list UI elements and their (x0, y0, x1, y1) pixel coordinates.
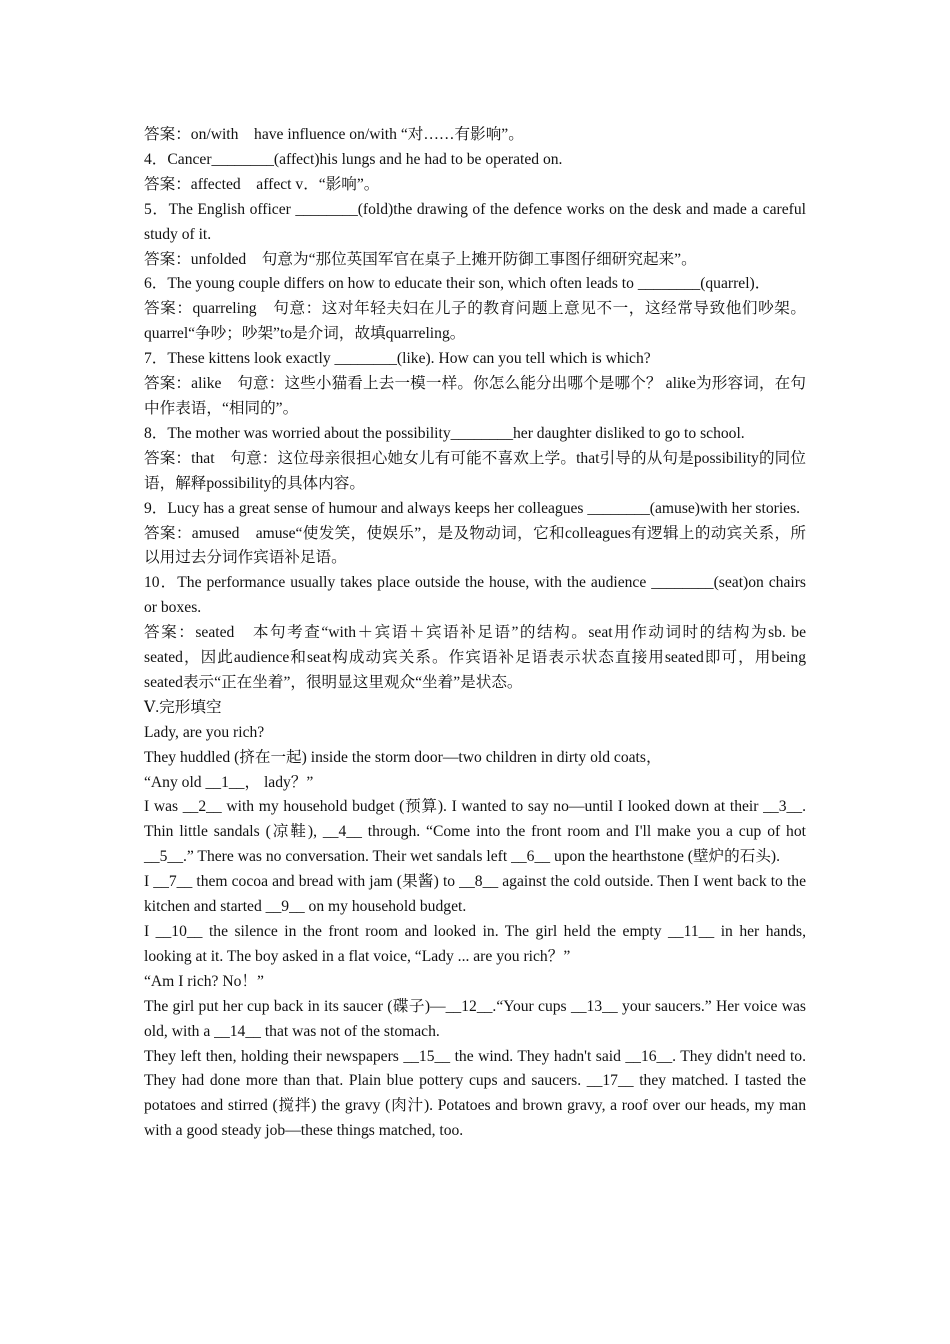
cloze-paragraph: They huddled (挤在一起) inside the storm door—two children in dirty old coats， (144, 748, 662, 766)
cloze-paragraph: I __7__ them cocoa and bread with jam (果酱) to __8__ against the cold outside. Then I went back to the kitchen and started __9__ on my household budget. (144, 873, 806, 916)
question-9: 9．Lucy has a great sense of humour and always keeps her colleagues ________(amuse)with her stories. (144, 499, 801, 517)
cloze-paragraph: I __10__ the silence in the front room and looked in. The girl held the empty __11__ in her hands, looking at it. The boy asked in a flat voice, “Lady ... are you rich？” (144, 923, 806, 965)
answer-5: 答案：unfolded 句意为“那位英国军官在桌子上摊开防御工事图仔细研究起来”。 (144, 250, 697, 268)
section-heading-cloze: Ⅴ.完形填空 (144, 698, 222, 716)
cloze-paragraph: I was __2__ with my household budget (预算). I wanted to say no—until I looked down at their __3__. Thin little sandals (凉鞋), __4__ through. “Come into the front room and I'll make you a cup of hot __5__.” There was no conversation. Their wet sandals left __6__ upon the hearthstone (壁炉的石头). (144, 798, 806, 866)
cloze-paragraph: “Am I rich? No！” (144, 972, 264, 990)
cloze-paragraph: “Any old __1__， lady？” (144, 773, 314, 791)
question-7: 7．These kittens look exactly ________(like). How can you tell which is which? (144, 350, 651, 368)
document-page (144, 123, 806, 1144)
answer-6: 答案：quarreling 句意：这对年轻夫妇在儿子的教育问题上意见不一，这经常导致他们吵架。quarrel“争吵；吵架”to是介词，故填quarreling。 (144, 300, 806, 343)
answer-9: 答案：amused amuse“使发笑，使娱乐”，是及物动词，它和colleagues有逻辑上的动宾关系，所以用过去分词作宾语补足语。 (144, 524, 806, 567)
question-6: 6．The young couple differs on how to educate their son, which often leads to ________(quarrel)． (144, 275, 771, 293)
answer-4: 答案：affected affect v．“影响”。 (144, 175, 380, 193)
answer-10: 答案：seated 本句考查“with＋宾语＋宾语补足语”的结构。seat用作动词时的结构为sb. be seated，因此audience和seat构成动宾关系。作宾语补足语表示状态直接用seated即可，用being seated表示“正在坐着”，很明显这里观众“坐着”是状态。 (144, 624, 806, 691)
answer-7: 答案：alike 句意：这些小猫看上去一模一样。你怎么能分出哪个是哪个？ alike为形容词，在句中作表语，“相同的”。 (144, 375, 806, 417)
cloze-paragraph: The girl put her cup back in its saucer (碟子)—__12__.“Your cups __13__ your saucers.” Her voice was old, with a __14__ that was not of the stomach. (144, 997, 806, 1040)
cloze-title: Lady, are you rich? (144, 723, 265, 741)
question-10: 10．The performance usually takes place outside the house, with the audience ________(seat)on chairs or boxes. (144, 574, 806, 617)
question-4: 4．Cancer________(affect)his lungs and he had to be operated on. (144, 150, 563, 168)
question-8: 8．The mother was worried about the possibility________her daughter disliked to go to school. (144, 424, 745, 442)
cloze-paragraph: They left then, holding their newspapers __15__ the wind. They hadn't said __16__. They didn't need to. They had done more than that. Plain blue pottery cups and saucers. __17__ they matched. I tasted the potatoes and stirred (搅拌) the gravy (肉汁). Potatoes and brown gravy, a roof over our heads, my man with a good steady job—these things matched, too. (144, 1047, 806, 1140)
answer-8: 答案：that 句意：这位母亲很担心她女儿有可能不喜欢上学。that引导的从句是possibility的同位语，解释possibility的具体内容。 (144, 449, 806, 492)
question-5: 5．The English officer ________(fold)the drawing of the defence works on the desk and made a careful study of it. (144, 200, 806, 243)
answer-line-3: 答案：on/with have influence on/with “对……有影响”。 (144, 126, 524, 143)
